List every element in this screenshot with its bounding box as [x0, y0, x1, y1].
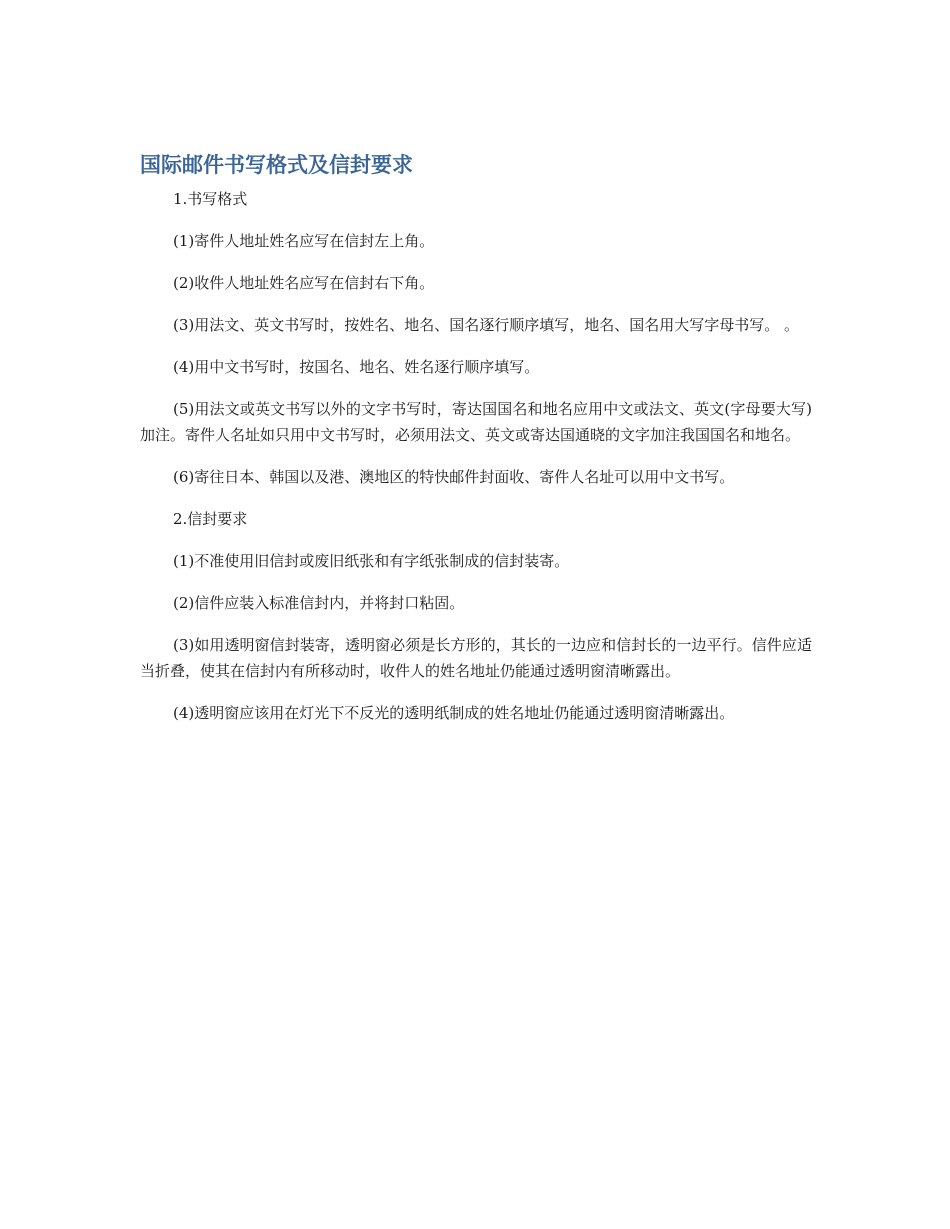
- paragraph: (3)用法文、英文书写时，按姓名、地名、国名逐行顺序填写，地名、国名用大写字母书写。 。: [173, 316, 800, 334]
- paragraph: (6)寄往日本、韩国以及港、澳地区的特快邮件封面收、寄件人名址可以用中文书写。: [173, 468, 735, 486]
- paragraph: (2)信件应装入标准信封内，并将封口粘固。: [173, 594, 465, 612]
- paragraph: (4)用中文书写时，按国名、地名、姓名逐行顺序填写。: [173, 358, 540, 376]
- document-body: [140, 150, 812, 742]
- paragraph: (1)寄件人地址姓名应写在信封左上角。: [173, 232, 435, 250]
- paragraph: (3)如用透明窗信封装寄，透明窗必须是长方形的，其长的一边应和信封长的一边平行。信件应适当折叠，使其在信封内有所移动时，收件人的姓名地址仍能通过透明窗清晰露出。: [140, 636, 812, 680]
- section-heading-envelope-requirements: 2.信封要求: [173, 510, 248, 528]
- paragraph: (5)用法文或英文书写以外的文字书写时，寄达国国名和地名应用中文或法文、英文(字母要大写)加注。寄件人名址如只用中文书写时，必须用法文、英文或寄达国通晓的文字加注我国国名和地名。: [140, 400, 812, 444]
- paragraph: (2)收件人地址姓名应写在信封右下角。: [173, 274, 435, 292]
- document-title: 国际邮件书写格式及信封要求: [140, 153, 413, 177]
- paragraph: (1)不准使用旧信封或废旧纸张和有字纸张制成的信封装寄。: [173, 552, 570, 570]
- section-heading-writing-format: 1.书写格式: [173, 190, 248, 208]
- paragraph: (4)透明窗应该用在灯光下不反光的透明纸制成的姓名地址仍能通过透明窗清晰露出。: [173, 704, 735, 722]
